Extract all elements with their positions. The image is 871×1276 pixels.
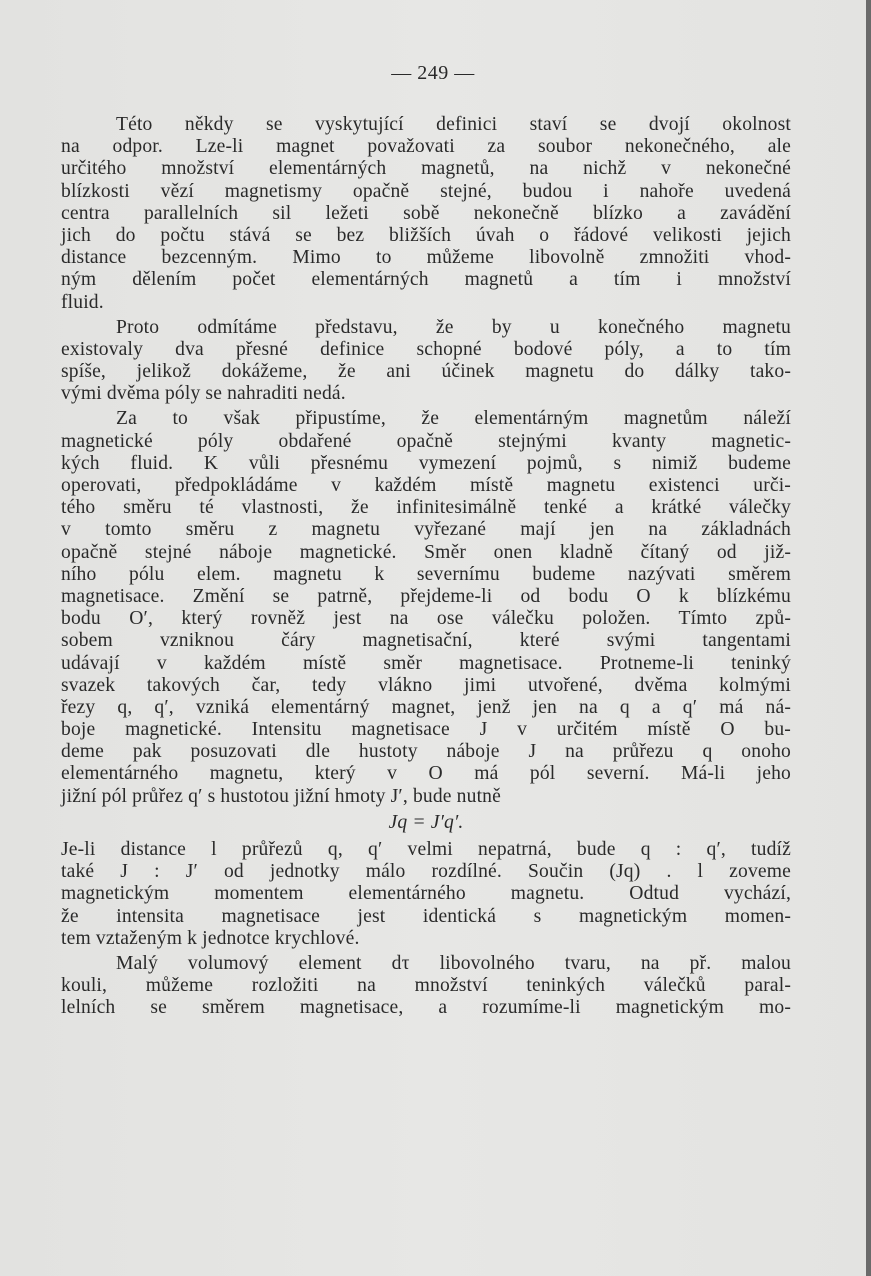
text-line: jich do počtu stává se bez bližších úvah o řádové velikosti jejich [61, 224, 791, 246]
text-line: udávají v každém místě směr magnetisace. Protneme-li teninký [61, 652, 791, 674]
text-line: Této někdy se vyskytující definici staví se dvojí okolnost [116, 114, 791, 135]
text-line: tého směru té vlastnosti, že infinitesimálně tenké a krátké válečky [61, 497, 791, 519]
text-line: deme pak posuzovati dle hustoty náboje J na průřezu q onoho [61, 741, 791, 763]
text-line: Je-li distance l průřezů q, q′ velmi nepatrná, bude q : q′, tudíž [61, 839, 791, 860]
text-line: vými dvěma póly se nahraditi nedá. [61, 383, 346, 405]
body-text [61, 114, 791, 1023]
text-line: boje magnetické. Intensitu magnetisace J v určitém místě O bu- [61, 719, 791, 741]
text-line: distance bezcenným. Mimo to můžeme libovolně zmnožiti vhod- [61, 247, 791, 269]
text-line: opačně stejné náboje magnetické. Směr onen kladně čítaný od již- [61, 541, 791, 563]
page-number: — 249 — [391, 62, 475, 84]
text-line: ným dělením počet elementárných magnetů a tím i množství [61, 269, 791, 291]
text-line: Za to však připustíme, že elementárným magnetům náleží [116, 408, 791, 430]
text-line: Proto odmítáme představu, že by u konečného magnetu [116, 316, 791, 338]
text-line: centra parallelních sil ležeti sobě nekonečně blízko a zavádění [61, 202, 791, 224]
text-line: lelních se směrem magnetisace, a rozumíme-li magnetickým mo- [61, 997, 791, 1019]
text-line: existovaly dva přesné definice schopné bodové póly, a to tím [61, 338, 791, 360]
text-line: kých fluid. K vůli přesnému vymezení pojmů, s nimiž budeme [61, 452, 791, 474]
text-line: magnetisace. Změní se patrně, přejdeme-li od bodu O k blízkému [61, 585, 791, 607]
text-line: tem vztaženým k jednotce krychlové. [61, 927, 360, 949]
text-line: svazek takových čar, tedy vlákno jimi utvořené, dvěma kolmými [61, 674, 791, 696]
text-line: spíše, jelikož dokážeme, že ani účinek magnetu do dálky tako- [61, 361, 791, 383]
text-line: určitého množství elementárných magnetů, na nichž v nekonečné [61, 158, 791, 180]
text-line: také J : J′ od jednotky málo rozdílné. Součin (Jq) . l zoveme [61, 861, 791, 883]
text-line: kouli, můžeme rozložiti na množství teninkých válečků paral- [61, 975, 791, 997]
text-line: v tomto směru z magnetu vyřezané mají jen na základnách [61, 519, 791, 541]
text-line: že intensita magnetisace jest identická s magnetickým momen- [61, 905, 791, 927]
equation: Jq = J′q′. [388, 811, 464, 833]
text-line: sobem vzniknou čáry magnetisační, které svými tangentami [61, 630, 791, 652]
text-line: elementárného magnetu, který v O má pól severní. Má-li jeho [61, 763, 791, 785]
text-line: řezy q, q′, vzniká elementárný magnet, jenž jen na q a q′ má ná- [61, 696, 791, 718]
text-line: magnetické póly obdařené opačně stejnými kvanty magnetic- [61, 430, 791, 452]
text-line: bodu O′, který rovněž jest na ose válečku položen. Tímto způ- [61, 608, 791, 630]
paragraph-1 [61, 114, 791, 314]
paragraph-3 [61, 408, 791, 807]
text-line: jižní pól průřez q′ s hustotou jižní hmoty J′, bude nutně [61, 785, 501, 807]
text-line: magnetickým momentem elementárného magnetu. Odtud vychází, [61, 883, 791, 905]
paragraph-2 [61, 317, 791, 406]
text-line: operovati, předpokládáme v každém místě magnetu existenci urči- [61, 475, 791, 496]
text-line: fluid. [61, 291, 104, 313]
paragraph-4 [61, 839, 791, 950]
page-edge-shadow [866, 0, 871, 1276]
text-line: Malý volumový element dτ libovolného tvaru, na př. malou [116, 952, 791, 974]
paragraph-5 [61, 953, 791, 1020]
text-line: na odpor. Lze-li magnet považovati za soubor nekonečného, ale [61, 136, 791, 158]
text-line: ního pólu elem. magnetu k severnímu budeme nazývati směrem [61, 563, 791, 585]
text-line: blízkosti vězí magnetismy opačně stejné, budou i nahoře uvedená [61, 180, 791, 202]
